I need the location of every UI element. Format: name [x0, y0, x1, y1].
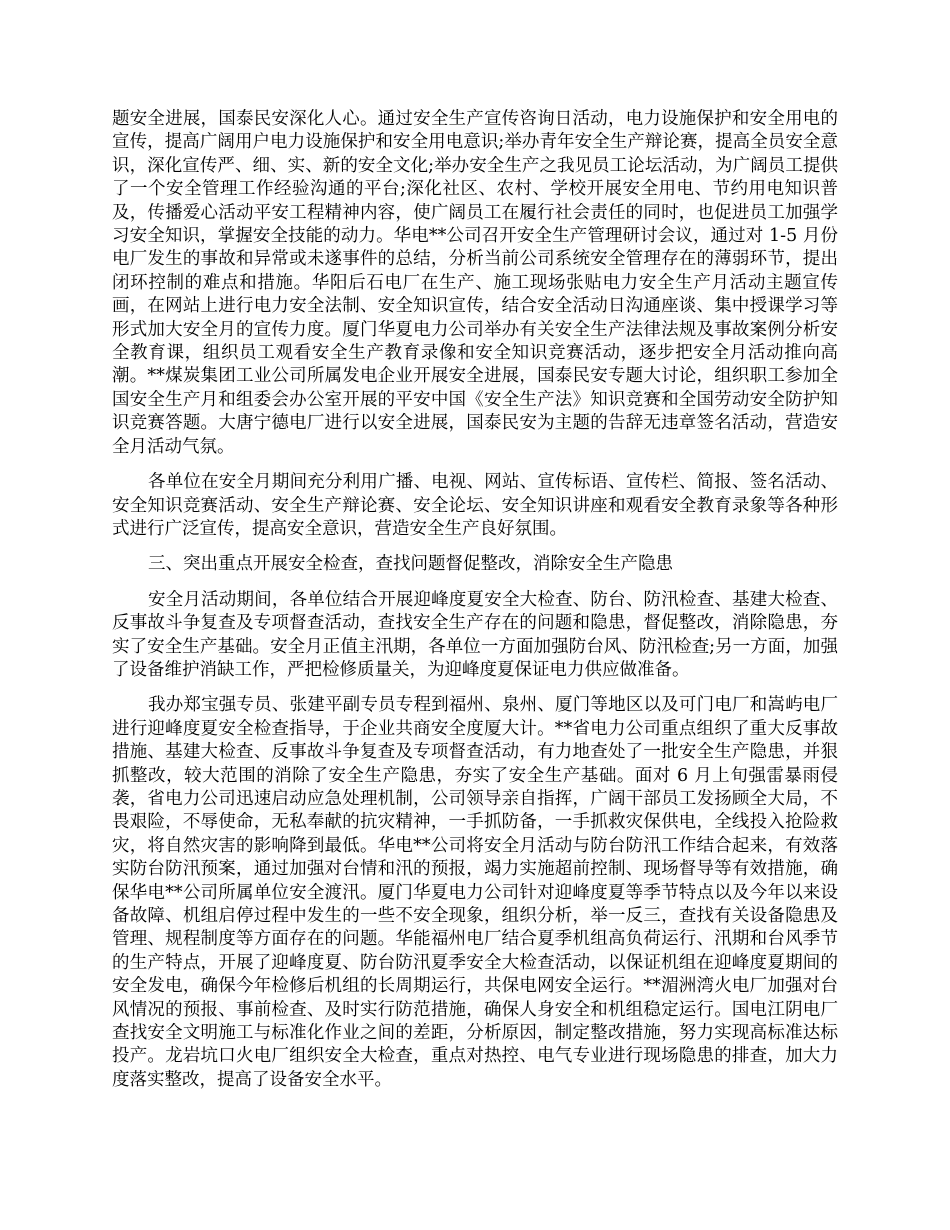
section-heading: 三、突出重点开展安全检查，查找问题督促整改，消除安全生产隐患: [148, 554, 673, 575]
document-page: [112, 108, 838, 1104]
paragraph-1: 题安全进展，国泰民安深化人心。通过安全生产宣传咨询日活动，电力设施保护和安全用电的宣传，提高广阔用户电力设施保护和安全用电意识;举办青年安全生产辩论赛，提高全员安全意识，深化宣传严、细、实、新的安全文化;举办安全生产之我见员工论坛活动，为广阔员工提供了一个安全管理工作经验沟通的平台;深化社区、农村、学校开展安全用电、节约用电知识普及，传播爱心活动平安工程精神内容，使广阔员工在履行社会责任的同时，也促进员工加强学习安全知识，掌握安全技能的动力。华电**公司召开安全生产管理研讨会议，通过对 1-5 月份电厂发生的事故和异常或未遂事件的总结，分析当前公司系统安全管理存在的薄弱环节，提出闭环控制的难点和措施。华阳后石电厂在生产、施工现场张贴电力安全生产月活动主题宣传画，在网站上进行电力安全法制、安全知识宣传，结合安全活动日沟通座谈、集中授课学习等形式加大安全月的宣传力度。厦门华夏电力公司举办有关安全生产法律法规及事故案例分析安全教育课，组织员工观看安全生产教育录像和安全知识竞赛活动，逐步把安全月活动推向高潮。**煤炭集团工业公司所属发电企业开展安全进展，国泰民安专题大讨论，组织职工参加全国安全生产月和组委会办公室开展的平安中国《安全生产法》知识竞赛和全国劳动安全防护知识竞赛答题。大唐宁德电厂进行以安全进展，国泰民安为主题的告辞无违章签名活动，营造安全月活动气氛。: [112, 109, 838, 457]
paragraph-3: 安全月活动期间，各单位结合开展迎峰度夏安全大检查、防台、防汛检查、基建大检查、反事故斗争复查及专项督查活动，查找安全生产存在的问题和隐患，督促整改，消除隐患，夯实了安全生产基础。安全月正值主汛期，各单位一方面加强防台风、防汛检查;另一方面，加强了设备维护消缺工作，严把检修质量关，为迎峰度夏保证电力供应做准备。: [112, 589, 838, 680]
paragraph-4: 我办郑宝强专员、张建平副专员专程到福州、泉州、厦门等地区以及可门电厂和嵩屿电厂进行迎峰度夏安全检查指导，于企业共商安全度厦大计。**省电力公司重点组织了重大反事故措施、基建大检查、反事故斗争复查及专项督查活动，有力地查处了一批安全生产隐患，并狠抓整改，较大范围的消除了安全生产隐患，夯实了安全生产基础。面对 6 月上旬强雷暴雨侵袭，省电力公司迅速启动应急处理机制，公司领导亲自指挥，广阔干部员工发扬顾全大局，不畏艰险，不辱使命，无私奉献的抗灾精神，一手抓防备，一手抓救灾保供电，全线投入抢险救灾，将自然灾害的影响降到最低。华电**公司将安全月活动与防台防汛工作结合起来，有效落实防台防汛预案，通过加强对台情和汛的预报，竭力实施超前控制、现场督导等有效措施，确保华电**公司所属单位安全渡汛。厦门华夏电力公司针对迎峰度夏等季节特点以及今年以来设备故障、机组启停过程中发生的一些不安全现象，组织分析，举一反三，查找有关设备隐患及管理、规程制度等方面存在的问题。华能福州电厂结合夏季机组高负荷运行、汛期和台风季节的生产特点，开展了迎峰度夏、防台防汛夏季安全大检查活动，以保证机组在迎峰度夏期间的安全发电，确保今年检修后机组的长周期运行，共保电网安全运行。**湄洲湾火电厂加强对台风情况的预报、事前检查、及时实行防范措施，确保人身安全和机组稳定运行。国电江阴电厂查找安全文明施工与标准化作业之间的差距，分析原因，制定整改措施，努力实现高标准达标投产。龙岩坑口火电厂组织安全大检查，重点对热控、电气专业进行现场隐患的排查，加大力度落实整改，提高了设备安全水平。: [112, 695, 838, 1090]
paragraph-2: 各单位在安全月期间充分利用广播、电视、网站、宣传标语、宣传栏、简报、签名活动、安全知识竞赛活动、安全生产辩论赛、安全论坛、安全知识讲座和观看安全教育录象等各种形式进行广泛宣传，提高安全意识，营造安全生产良好氛围。: [112, 472, 838, 539]
